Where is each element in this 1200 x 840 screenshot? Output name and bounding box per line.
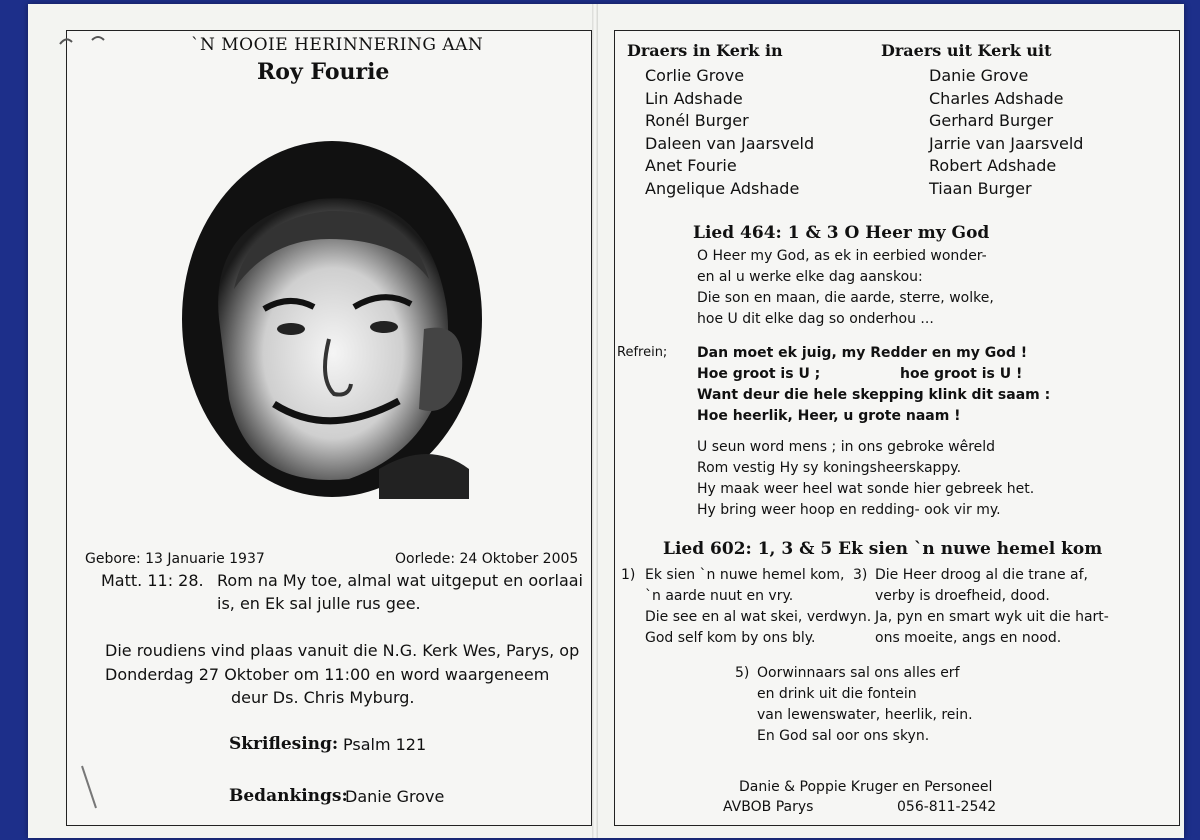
hymn-line: Ek sien `n nuwe hemel kom,	[645, 567, 845, 583]
hymn-line: U seun word mens ; in ons gebroke wêreld	[697, 439, 996, 455]
hymn-2-verse-1	[645, 565, 871, 649]
list-item: Ronél Burger	[645, 111, 749, 130]
hymn-line: Oorwinnaars sal ons alles erf	[757, 665, 960, 681]
service-line-1: Die roudiens vind plaas vanuit die N.G. Kerk Wes, Parys, op	[105, 641, 580, 660]
right-page	[614, 30, 1180, 826]
hymn-2-verse-3-number: 3)	[853, 567, 868, 583]
verse-line-1: Rom na My toe, almal wat uitgeput en oorlaai	[217, 571, 583, 590]
hymn-line: Rom vestig Hy sy koningsheerskappy.	[697, 460, 962, 476]
memorial-subtitle: `N MOOIE HERINNERING AAN	[191, 35, 484, 55]
list-item: Corlie Grove	[645, 66, 745, 85]
list-item: Tiaan Burger	[929, 178, 1032, 198]
booklet-fold	[592, 4, 598, 838]
hymn-2-verse-3	[875, 565, 1109, 649]
bearers-out-list	[929, 65, 1083, 200]
hymn-line: hoe U dit elke dag so onderhou ...	[697, 311, 934, 327]
phone-number: 056-811-2542	[897, 799, 997, 815]
bearers-out-title: Draers uit Kerk uit	[881, 41, 1052, 60]
refrain-line: Dan moet ek juig, my Redder en my God !	[697, 345, 1028, 361]
hymn-2-verse-5-number: 5)	[735, 665, 750, 681]
hymn-line: Die Heer droog al die trane af,	[875, 567, 1088, 583]
hymn-2-verse-5	[757, 663, 973, 747]
refrain-line-2	[697, 364, 1050, 385]
service-line-2: Donderdag 27 Oktober om 11:00 en word waargeneem	[105, 665, 550, 684]
hymn-1-verse-3	[697, 437, 1034, 521]
bearers-in-list	[645, 65, 814, 200]
refrain-line: Hoe heerlik, Heer, u grote naam !	[697, 408, 961, 424]
list-item: Anet Fourie	[645, 156, 737, 175]
thanks-label: Bedankings:	[229, 786, 348, 806]
hymn-line: en al u werke elke dag aanskou:	[697, 269, 923, 285]
thanks-value: Danie Grove	[345, 787, 445, 806]
left-page	[66, 30, 592, 826]
hymn-1-verse-1	[697, 246, 994, 330]
list-item: Jarrie van Jaarsveld	[929, 133, 1084, 153]
hymn-1-title: Lied 464: 1 & 3 O Heer my God	[693, 223, 990, 243]
refrain-block	[697, 343, 1050, 427]
hymn-2-verse-1-number: 1)	[621, 567, 636, 583]
hymn-line: van lewenswater, heerlik, rein.	[757, 707, 973, 723]
staple-mark	[80, 764, 100, 814]
hymn-line: Hy maak weer heel wat sonde hier gebreek het.	[697, 481, 1035, 497]
refrain-line: Want deur die hele skepping klink dit saam :	[697, 387, 1051, 403]
death-date: Oorlede: 24 Oktober 2005	[395, 551, 579, 567]
refrain-label: Refrein;	[617, 345, 668, 360]
hymn-line: Hy bring weer hoop en redding- ook vir my.	[697, 502, 1001, 518]
reading-label: Skriflesing:	[229, 734, 339, 754]
hymn-line: Die see en al wat skei, verdwyn.	[645, 609, 872, 625]
hymn-line: ons moeite, angs en nood.	[875, 630, 1062, 646]
refrain-line-2a: Hoe groot is U ;	[697, 366, 821, 382]
company-name: AVBOB Parys	[723, 799, 814, 815]
reading-value: Psalm 121	[343, 735, 427, 754]
hymn-line: `n aarde nuut en vry.	[645, 588, 794, 604]
service-line-3: deur Ds. Chris Myburg.	[231, 688, 415, 707]
birth-date: Gebore: 13 Januarie 1937	[85, 551, 265, 567]
refrain-line-2b: hoe groot is U !	[900, 366, 1023, 382]
hymn-line: Ja, pyn en smart wyk uit die hart-	[875, 609, 1109, 625]
hymn-line: verby is droefheid, dood.	[875, 588, 1050, 604]
list-item: Angelique Adshade	[645, 178, 800, 198]
hymn-line: O Heer my God, as ek in eerbied wonder-	[697, 248, 987, 264]
portrait-photo	[179, 139, 485, 499]
sender-line: Danie & Poppie Kruger en Personeel	[739, 779, 993, 795]
list-item: Charles Adshade	[929, 88, 1064, 108]
hymn-line: en drink uit die fontein	[757, 686, 917, 702]
bearers-in-title: Draers in Kerk in	[627, 41, 783, 60]
deceased-name: Roy Fourie	[257, 59, 390, 85]
list-item: Danie Grove	[929, 66, 1029, 85]
list-item: Daleen van Jaarsveld	[645, 133, 815, 153]
hymn-line: En God sal oor ons skyn.	[757, 728, 930, 744]
verse-line-2: is, en Ek sal julle rus gee.	[217, 594, 421, 613]
list-item: Lin Adshade	[645, 88, 743, 108]
verse-reference: Matt. 11: 28.	[101, 571, 204, 590]
list-item: Robert Adshade	[929, 156, 1057, 175]
list-item: Gerhard Burger	[929, 111, 1054, 130]
staple-top-mark	[58, 34, 118, 48]
hymn-2-title: Lied 602: 1, 3 & 5 Ek sien `n nuwe hemel kom	[663, 539, 1103, 559]
hymn-line: Die son en maan, die aarde, sterre, wolke,	[697, 290, 994, 306]
hymn-line: God self kom by ons bly.	[645, 630, 816, 646]
